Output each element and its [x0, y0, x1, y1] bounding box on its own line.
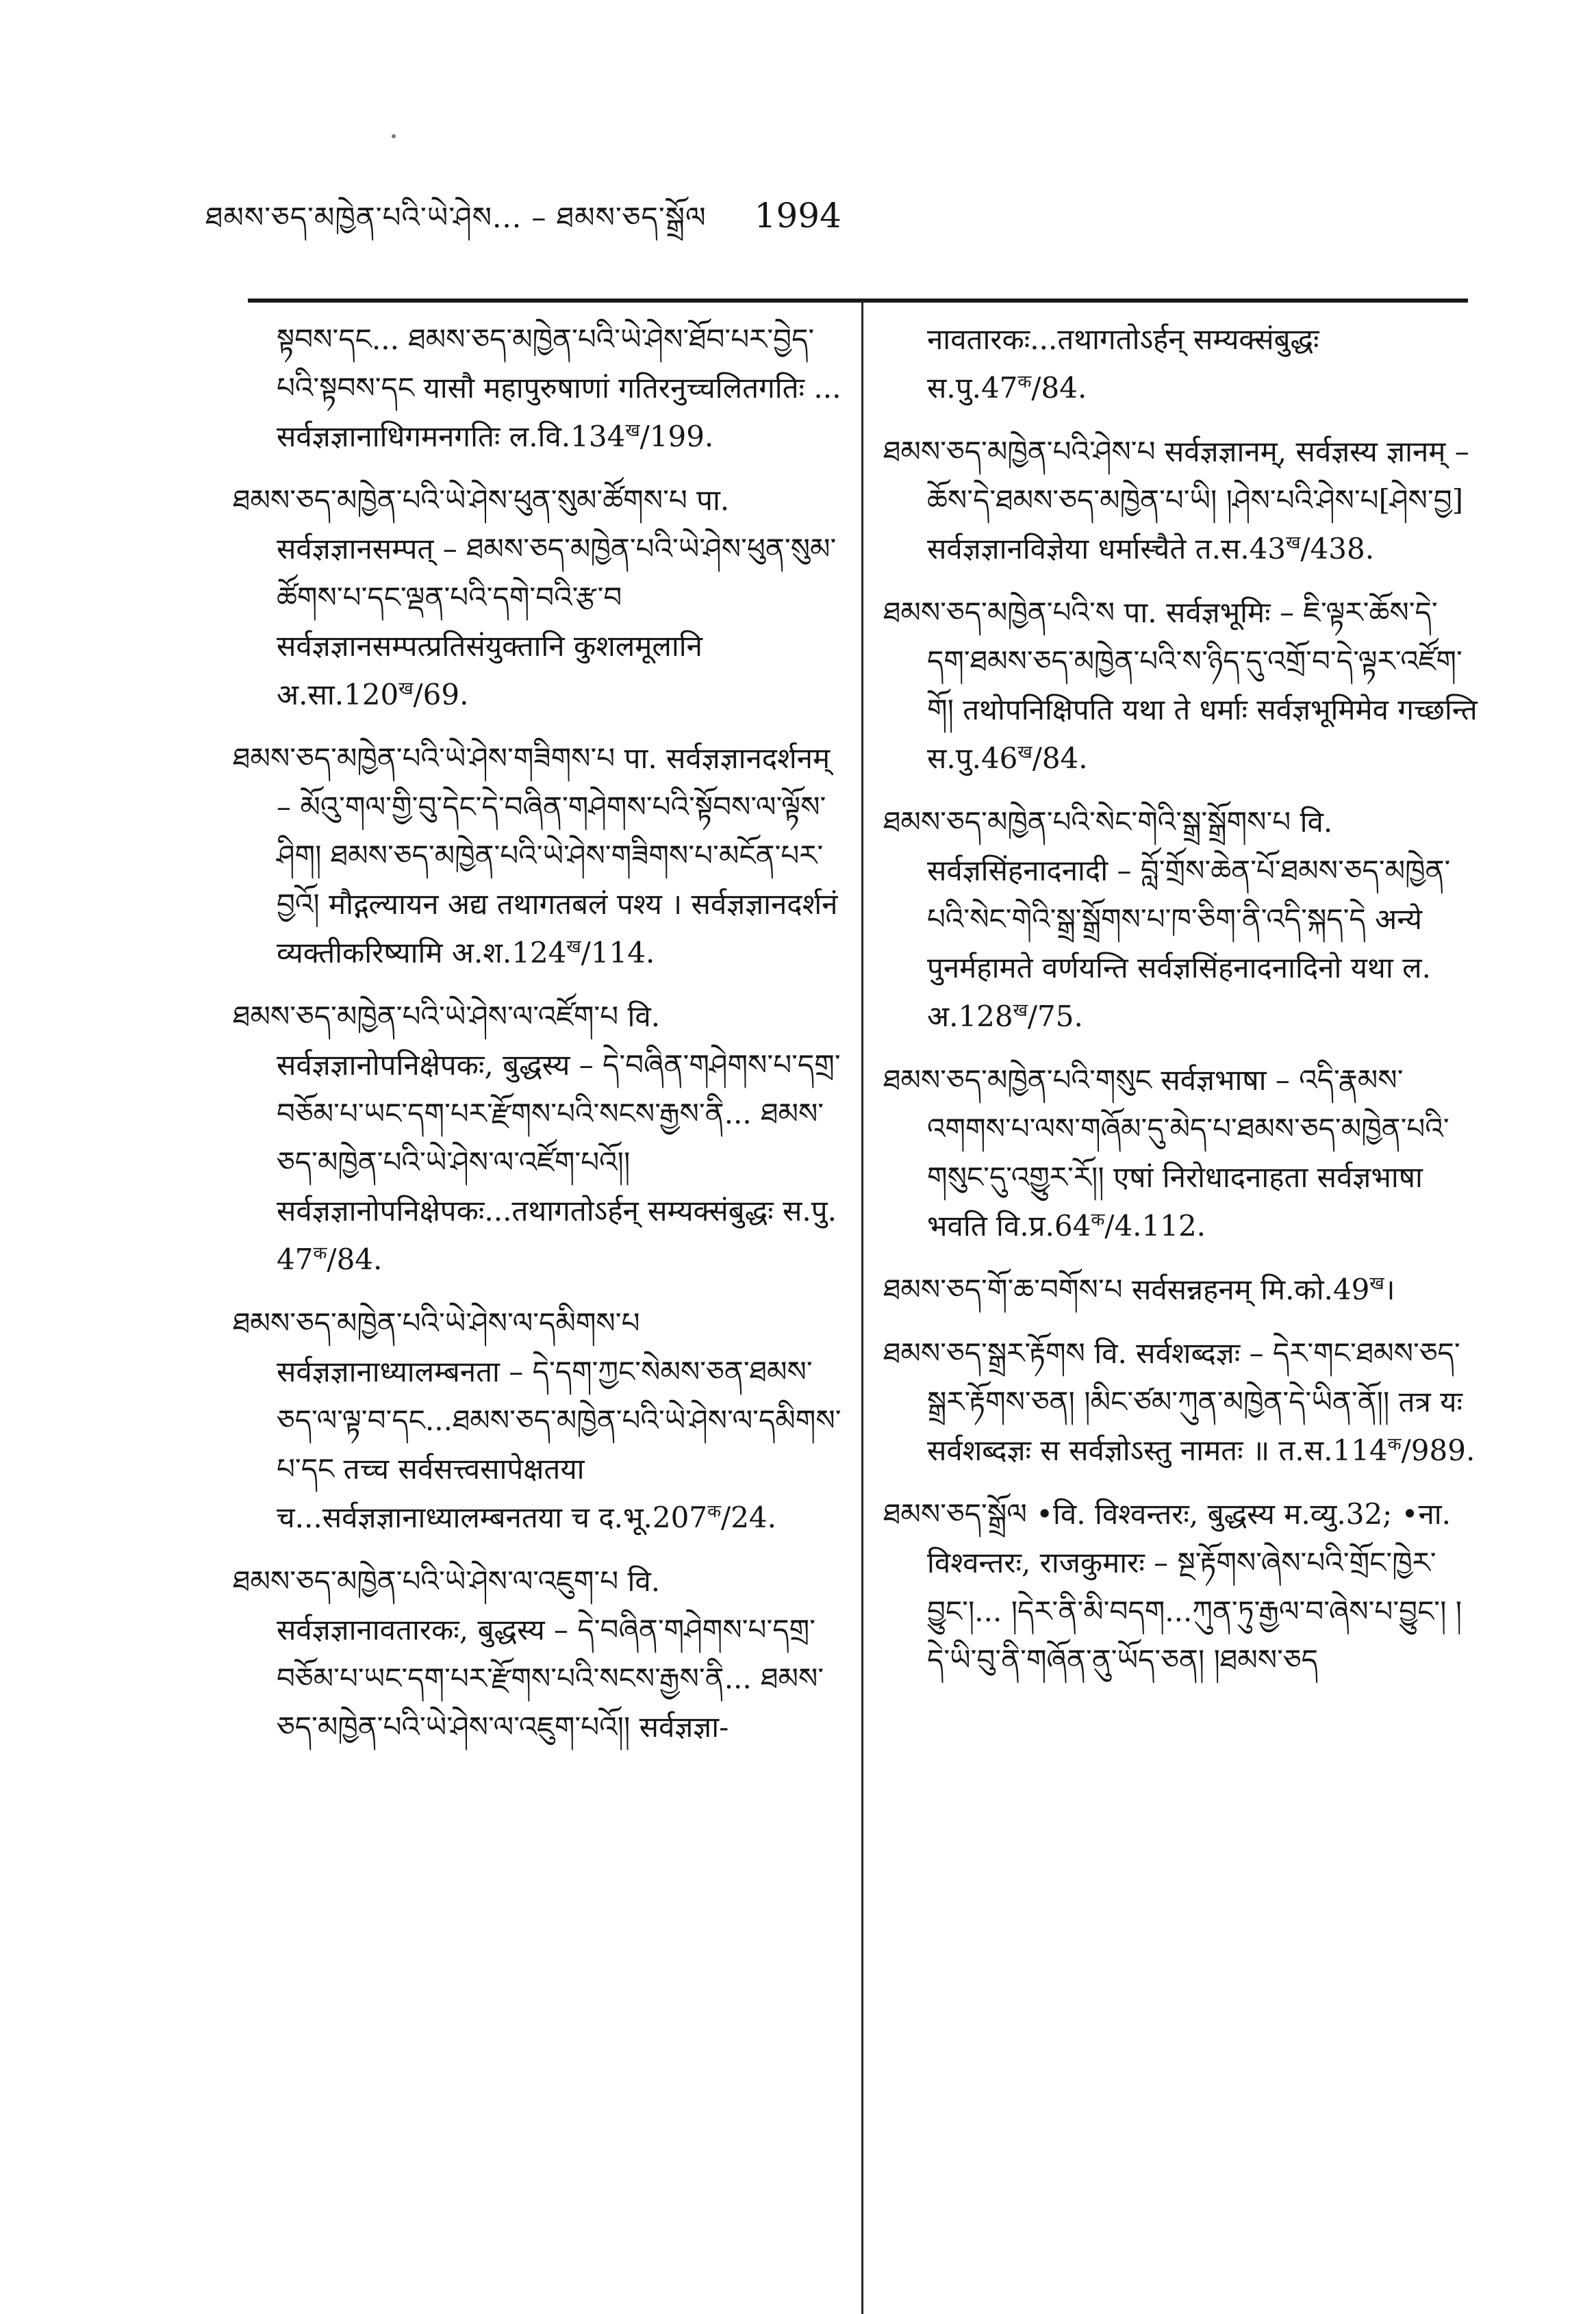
entry-text: वि. सर्वज्ञज्ञानोपनिक्षेपकः, बुद्धस्य – དེ་བཞིན་གཤེགས་པ་དགྲ་བཅོམ་པ་ཡང་དག་པར་རྫོགས་པའི་སངས་རྒྱས་ནི... ཐམས་ཅད་མཁྱེན་པའི་ཡེ་ཤེས་ལ་འཛོག་པའོ།། सर्वज्ञज्ञानोपनिक्षेपकः...तथागतोऽर्हन् सम्यक्संबुद्धः स.पु. 47	[277, 1000, 841, 1276]
folio-side: ख	[1013, 1000, 1028, 1021]
left-column	[233, 315, 842, 1766]
entry-reference: /199.	[639, 420, 714, 453]
entry-headword: ཐམས་ཅད་མཁྱེན་པའི་ཤེས་པ	[883, 435, 1156, 468]
folio-side: ख	[1017, 742, 1033, 763]
entry-headword: ཐམས་ཅད་མཁྱེན་པའི་ཡེ་ཤེས་ཕུན་སུམ་ཚོགས་པ	[233, 483, 687, 517]
folio-side: क	[1091, 1210, 1105, 1230]
entry-text: पा. सर्वज्ञज्ञानदर्शनम् – མོའུ་གལ་གྱི་བུ་དེང་དེ་བཞིན་གཤེགས་པའི་སྟོབས་ལ་ལྟོས་ཤིག། ཐམས་ཅད་མཁྱེན་པའི་ཡེ་ཤེས་གཟིགས་པ་མངོན་པར་བྱའོ། मौद्गल्यायन अद्य तथागतबलं पश्य । सर्वज्ञज्ञानदर्शनं व्यक्तीकरिष्यामि अ.श.124	[277, 741, 838, 969]
entry-headword: ཐམས་ཅད་མཁྱེན་པའི་ས	[883, 596, 1115, 629]
entry-headword: ཐམས་ཅད་མཁྱེན་པའི་ཡེ་ཤེས་ལ་དམིགས་པ	[233, 1306, 640, 1340]
dictionary-entry	[233, 1557, 842, 1751]
entry-headword: ཐམས་ཅད་གོ་ཆ་བགོས་པ	[883, 1273, 1123, 1306]
entry-headword: ཐམས་ཅད་མཁྱེན་པའི་ཡེ་ཤེས་ལ་འཛོག་པ	[233, 1000, 619, 1033]
folio-side: ख	[398, 678, 414, 699]
folio-side: क	[1387, 1434, 1402, 1455]
entry-headword: ཐམས་ཅད་སྒྲར་རྟོགས	[883, 1336, 1085, 1370]
entry-reference: /75.	[1027, 1000, 1083, 1033]
scan-speck	[392, 134, 396, 138]
header-rule	[248, 298, 1468, 303]
dictionary-entry	[883, 1329, 1479, 1475]
entry-headword: ཐམས་ཅད་མཁྱེན་པའི་ཡེ་ཤེས་གཟིགས་པ	[233, 741, 616, 775]
dictionary-entry	[233, 476, 842, 719]
dictionary-entry	[883, 1056, 1479, 1250]
entry-text: सर्वसन्नहनम् मि.को.49	[1131, 1273, 1370, 1306]
entry-text: सर्वज्ञज्ञानाध्यालम्बनता – དེ་དག་ཀྱང་སེམས་ཅན་ཐམས་ཅད་ལ་ལྟ་བ་དང...ཐམས་ཅད་མཁྱེན་པའི་ཡེ་ཤེས་ལ་དམིགས་པ་དང तच्च सर्वसत्त्वसापेक्षतया च...सर्वज्ञज्ञानाध्यालम्बनतया च द.भू.207	[277, 1355, 841, 1534]
dictionary-entry	[233, 992, 842, 1284]
entry-text: སྟབས་དང... ཐམས་ཅད་མཁྱེན་པའི་ཡེ་ཤེས་ཐོབ་པར་བྱེད་པའི་སྟབས་དང यासौ महापुरुषाणां गतिरनुच्चलितगतिः ... सर्वज्ञज्ञानाधिगमनगतिः ल.वि.134	[277, 322, 841, 453]
entry-text: पा. सर्वज्ञभूमिः – ཇི་ལྟར་ཆོས་དེ་དག་ཐམས་ཅད་མཁྱེན་པའི་ས་ཉིད་དུ་འགྲོ་བ་དེ་ལྟར་འཛོག་གོ། तथोपनिक्षिपति यथा ते धर्माः सर्वज्ञभूमिमेव गच्छन्ति स.पु.46	[927, 596, 1478, 775]
dictionary-entry	[883, 798, 1479, 1041]
entry-reference: ।	[1384, 1273, 1395, 1306]
running-head	[205, 185, 904, 266]
entry-reference: /438.	[1300, 532, 1375, 565]
folio-side: ख	[625, 420, 640, 441]
entry-text: पा. सर्वज्ञज्ञानसम्पत् – ཐམས་ཅད་མཁྱེན་པའི་ཡེ་ཤེས་ཕུན་སུམ་ཚོགས་པ་དང་ལྡན་པའི་དགེ་བའི་རྩ་བ सर्वज्ञज्ञानसम्पत्प्रतिसंयुक्तानि कुशलमूलानि अ.सा.120	[277, 483, 837, 711]
entry-text: सर्वज्ञज्ञानम्, सर्वज्ञस्य ज्ञानम् – ཆོས་དེ་ཐམས་ཅད་མཁྱེན་པ་ཡི། །ཤེས་པའི་ཤེས་པ[ཤེས་བྱ] सर्वज्ञज्ञानविज्ञेया धर्मास्चैते त.स.43	[927, 435, 1469, 565]
folio-side: ख	[566, 937, 581, 957]
entry-text: वि. सर्वज्ञज्ञानावतारकः, बुद्धस्य – དེ་བཞིན་གཤེགས་པ་དགྲ་བཅོམ་པ་ཡང་དག་པར་རྫོགས་པའི་སངས་རྒྱས་ནི... ཐམས་ཅད་མཁྱེན་པའི་ཡེ་ཤེས་ལ་འཇུག་པའོ།། सर्वज्ञज्ञा-	[277, 1564, 824, 1744]
entry-headword: ཐམས་ཅད་མཁྱེན་པའི་སེང་གེའི་སྒྲ་སྒྲོགས་པ	[883, 805, 1291, 839]
dictionary-entry	[883, 427, 1479, 573]
folio-side: क	[707, 1501, 722, 1522]
folio-side: ख	[1369, 1273, 1384, 1294]
entry-text: वि. सर्वशब्दज्ञः – དེར་གང་ཐམས་ཅད་སྒྲར་རྟོགས་ཅན། །མིང་ཙམ་ཀུན་མཁྱེན་དེ་ཡིན་ནོ།། तत्र यः सर्वशब्दज्ञः स सर्वज्ञोऽस्तु नामतः ॥ त.स.114	[927, 1336, 1462, 1467]
entry-reference: /4.112.	[1104, 1209, 1206, 1243]
folio-side: ख	[1286, 533, 1301, 553]
entry-headword: ཐམས་ཅད་མཁྱེན་པའི་གསུང	[883, 1063, 1152, 1097]
entry-reference: /84.	[327, 1243, 383, 1276]
entry-reference: /84.	[1031, 371, 1087, 405]
right-column	[883, 315, 1479, 1699]
dictionary-entry	[883, 1490, 1479, 1684]
entry-reference: /84.	[1032, 741, 1088, 775]
folio-side: क	[313, 1243, 327, 1264]
dictionary-entry	[233, 315, 842, 461]
dictionary-entry	[883, 588, 1479, 783]
entry-reference: /989.	[1401, 1434, 1475, 1467]
entry-headword: ཐམས་ཅད་སྒྲོལ	[883, 1497, 1027, 1531]
column-divider	[861, 301, 863, 2314]
dictionary-entry	[233, 734, 842, 977]
entry-text: •वि. विश्वन्तरः, बुद्धस्य म.व्यु.32; •ना. विश्वन्तरः, राजकुमारः – སྔ་རྟོགས་ཞེས་པའི་གྲོང་ཁྱེར་བྱུང་།... །དེར་ནི་མི་བདག...ཀུན་ཏུ་རྒྱལ་བ་ཞེས་པ་བྱུང་། །དེ་ཡི་བུ་ནི་གཞོན་ནུ་ཡོད་ཅན། །ཐམས་ཅད	[927, 1497, 1462, 1677]
entry-reference: /24.	[721, 1501, 776, 1534]
entry-reference: /114.	[581, 936, 655, 969]
entry-text: सर्वज्ञभाषा – འདི་རྣམས་འགགས་པ་ལས་གཞོམ་དུ་མེད་པ་ཐམས་ཅད་མཁྱེན་པའི་གསུང་དུ་འགྱུར་རོ།། एषां निरोधादनाहता सर्वज्ञभाषा भवति वि.प्र.64	[927, 1063, 1449, 1243]
entry-text: नावतारकः...तथागतोऽर्हन् सम्यक्संबुद्धः स.पु.47	[927, 322, 1319, 405]
entry-headword: ཐམས་ཅད་མཁྱེན་པའི་ཡེ་ཤེས་ལ་འཇུག་པ	[233, 1564, 619, 1598]
running-head-text: ཐམས་ཅད་མཁྱེན་པའི་ཡེ་ཤེས... – ཐམས་ཅད་སྒྲོལ	[205, 201, 707, 234]
dictionary-entry	[883, 315, 1479, 412]
dictionary-entry	[233, 1299, 842, 1542]
folio-side: क	[1017, 372, 1032, 392]
entry-text: वि. सर्वज्ञसिंहनादनादी – བློ་གྲོས་ཆེན་པོ་ཐམས་ཅད་མཁྱེན་པའི་སེང་གེའི་སྒྲ་སྒྲོགས་པ་ཁ་ཅིག་ནི་འདི་སྐད་དེ अन्ये पुनर्महामते वर्णयन्ति सर्वज्ञसिंहनादनादिनो यथा ल. अ.128	[927, 805, 1451, 1033]
dictionary-entry	[883, 1265, 1479, 1314]
entry-reference: /69.	[413, 678, 469, 711]
page-number: 1994	[754, 196, 841, 236]
